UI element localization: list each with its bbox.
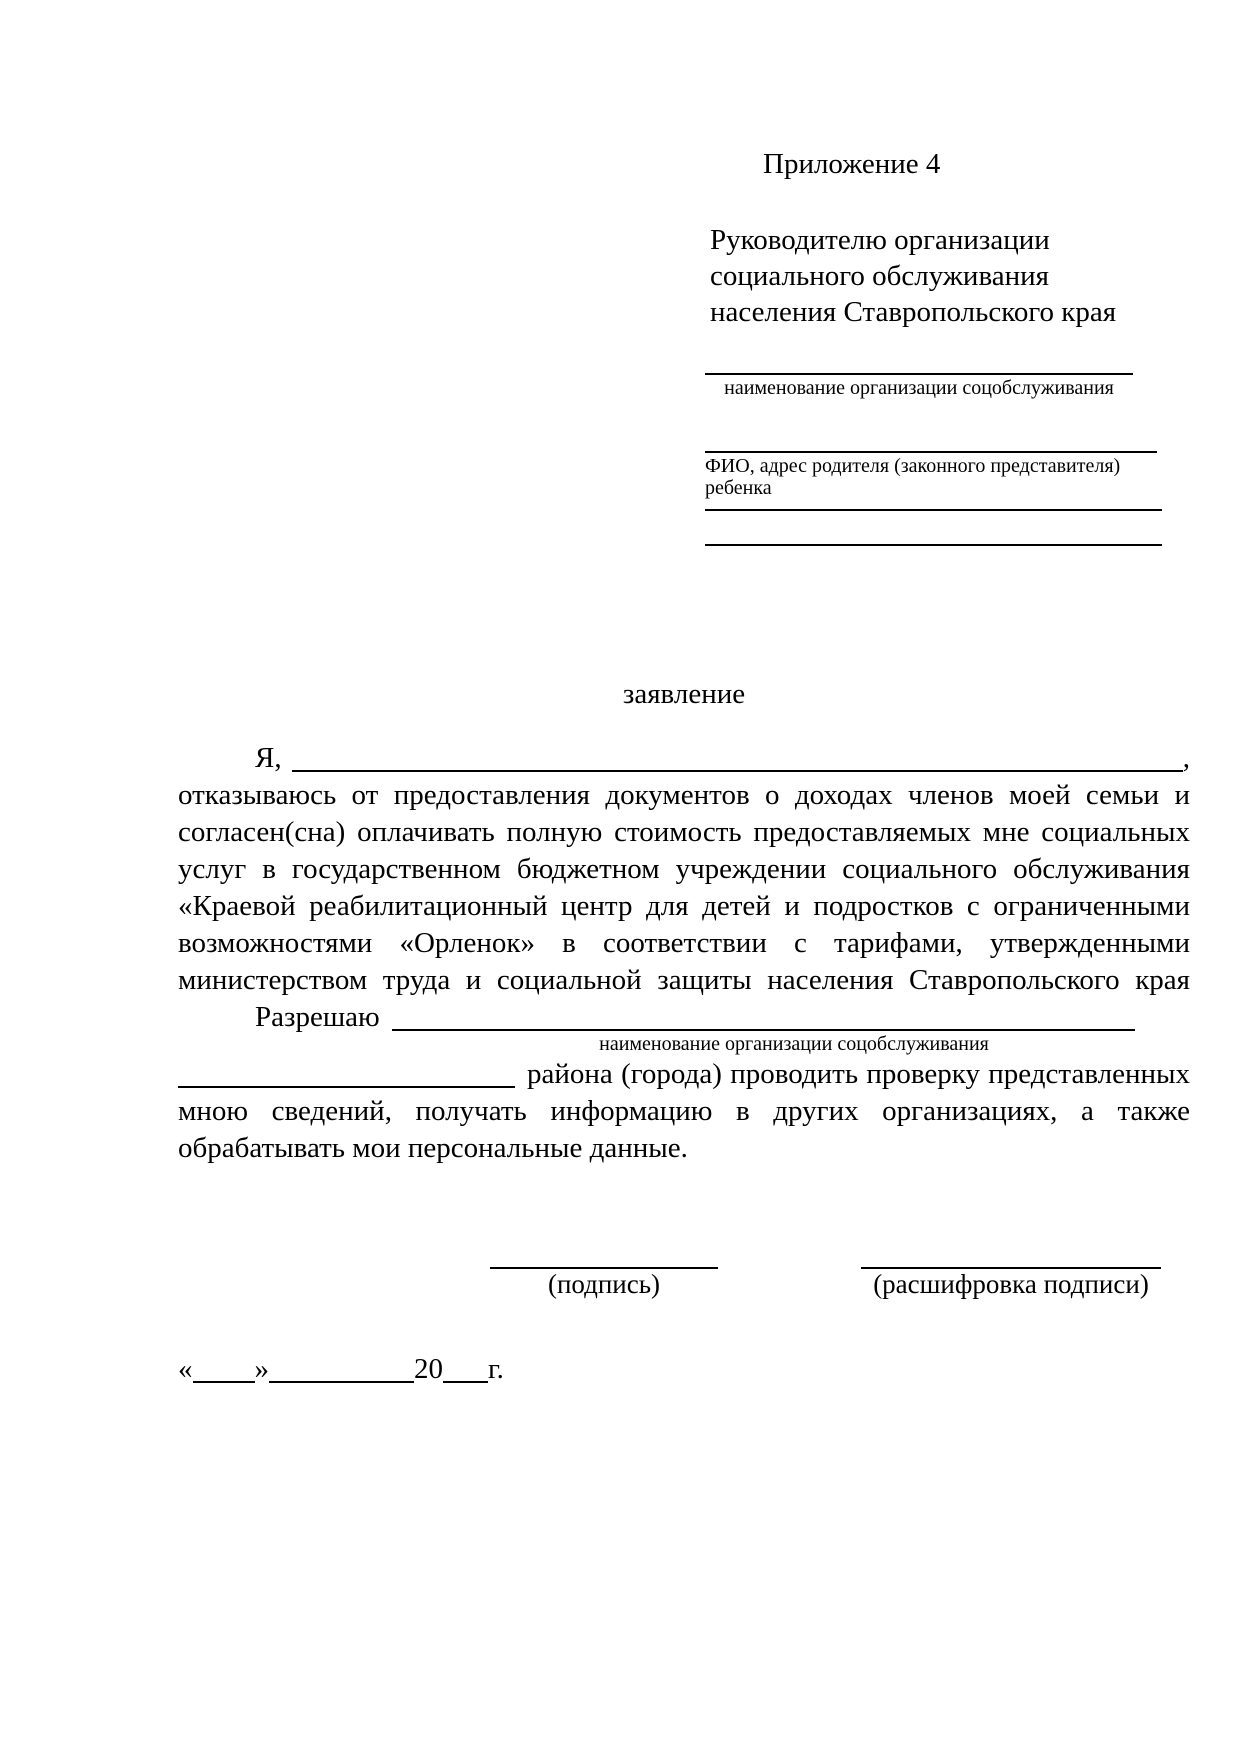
permit-org-caption: наименование организации соцобслуживания: [599, 1033, 989, 1055]
permit-org-blank-line: [392, 999, 1135, 1031]
signature-row: [178, 1239, 1190, 1299]
applicant-name-line: [178, 740, 1190, 777]
permit-prefix: Разрешаю: [255, 1001, 380, 1033]
fio-blank-line: [705, 451, 1157, 453]
signature-block: [490, 1239, 718, 1299]
district-line-text: района (города) проводить проверку представленных: [527, 1058, 1190, 1090]
applicant-name-prefix: Я,: [255, 742, 282, 774]
closing-line-1: мною сведений, получать информацию в других организациях, а также: [178, 1095, 1190, 1127]
applicant-name-blank-line: [292, 740, 1183, 772]
district-line: [178, 1056, 1190, 1093]
org-name-blank-line: [705, 373, 1133, 375]
date-close-quote: »: [254, 1353, 269, 1385]
signature-blank-line: [490, 1239, 718, 1269]
signature-caption: (подпись): [547, 1269, 661, 1299]
org-name-caption: наименование организации соцобслуживания: [724, 377, 1114, 399]
addressee-line-1: Руководителю организации: [710, 224, 1050, 256]
signature-name-block: [861, 1239, 1161, 1299]
fio-caption: ФИО, адрес родителя (законного представителя) ребенка: [705, 455, 1121, 499]
body-line-2: согласен(сна) оплачивать полную стоимость предоставляемых мне социальных: [178, 816, 1190, 848]
first-line-indent: [178, 740, 255, 777]
date-year-blank: [443, 1349, 488, 1383]
closing-line-2: обрабатывать мои персональные данные.: [178, 1132, 688, 1164]
addressee-block: [705, 222, 1190, 546]
addressee-line-2: социального обслуживания: [710, 260, 1050, 292]
body-line-4: «Краевой реабилитационный центр для детей и подростков с ограниченными: [178, 890, 1190, 922]
body-line-1: отказываюсь от предоставления документов о доходах членов моей семьи и: [178, 779, 1190, 811]
signature-name-blank-line: [861, 1239, 1161, 1269]
date-year-suffix: г.: [488, 1353, 504, 1385]
permit-line: [178, 999, 1190, 1036]
statement-body: [178, 740, 1190, 1167]
body-line-5: возможностями «Орленок» в соответствии с тарифами, утвержденными: [178, 927, 1190, 959]
fio-extra-blank-line-2: [705, 544, 1162, 546]
date-line: [178, 1349, 1190, 1389]
date-open-quote: «: [178, 1353, 193, 1385]
district-blank-line: [178, 1056, 515, 1088]
applicant-name-comma: ,: [1182, 742, 1190, 774]
signature-name-caption: (расшифровка подписи): [873, 1269, 1149, 1299]
date-year-prefix: 20: [414, 1353, 443, 1385]
body-line-3: услуг в государственном бюджетном учреждении социального обслуживания: [178, 853, 1190, 885]
body-line-6: министерством труда и социальной защиты населения Ставропольского края: [178, 964, 1190, 996]
addressee-line-3: населения Ставропольского края: [710, 296, 1117, 328]
fio-extra-blank-line-1: [705, 509, 1162, 511]
date-day-blank: [193, 1349, 255, 1383]
appendix-title: Приложение 4: [763, 148, 941, 180]
permit-line-indent: [178, 999, 255, 1036]
date-month-blank: [269, 1349, 414, 1383]
statement-heading: заявление: [622, 678, 746, 710]
